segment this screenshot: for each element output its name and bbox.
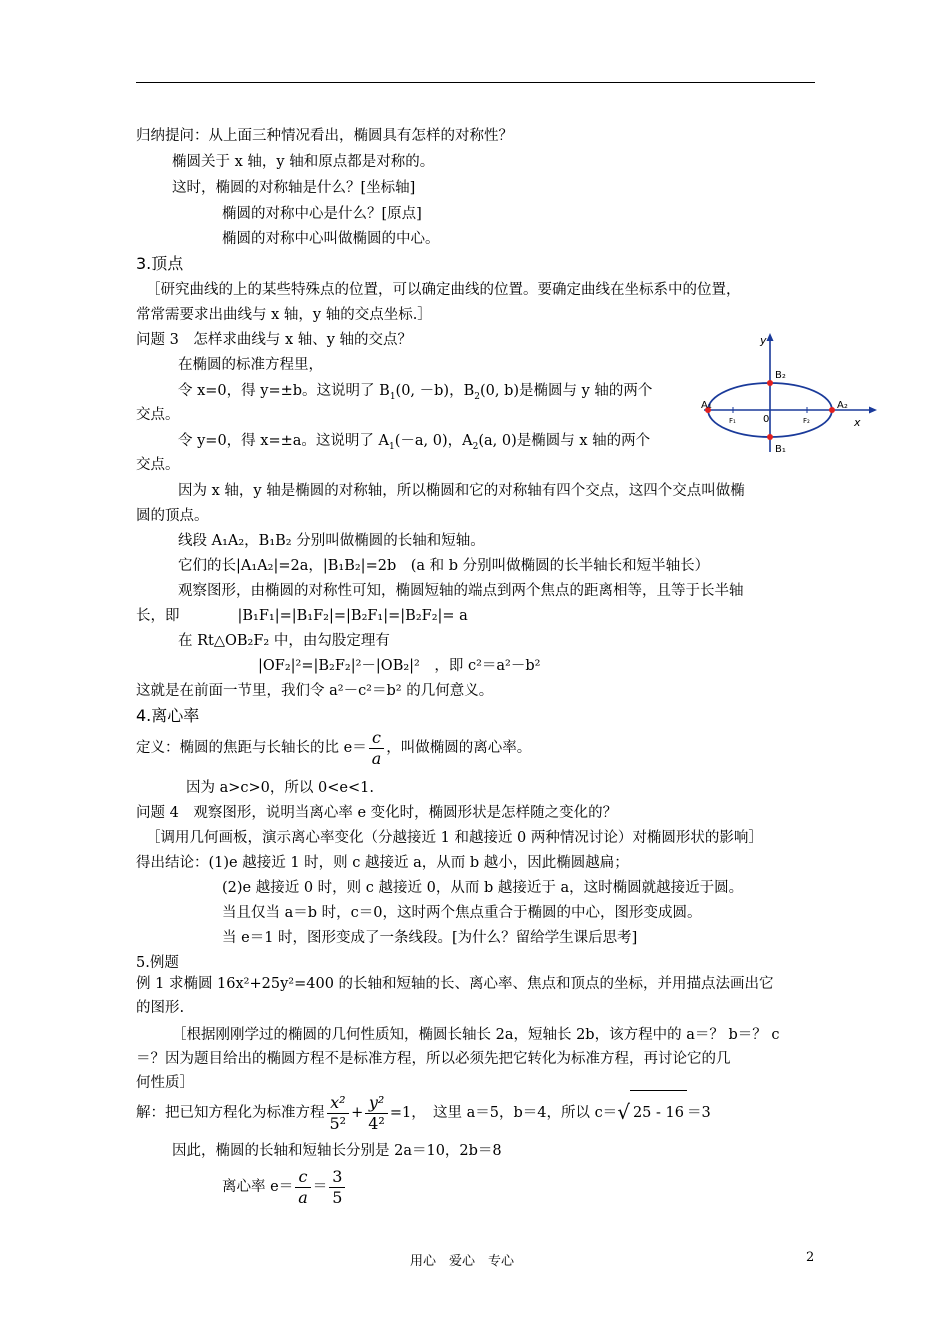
y-axis-arrow [767, 333, 774, 341]
x-axis-arrow [869, 407, 877, 414]
text-line: 在椭圆的标准方程里， [178, 357, 323, 373]
text-line: 得出结论：(1)e 越接近 1 时，则 c 越接近 a，从而 b 越小，因此椭圆越扁； [136, 855, 629, 871]
header-rule [136, 82, 815, 83]
y-axis-label: y [760, 334, 767, 347]
label-b1: B₁ [775, 444, 786, 455]
text-line: 因此，椭圆的长轴和短轴长分别是 2a＝10，2b＝8 [172, 1143, 502, 1159]
text-line: ［研究曲线的上的某些特殊点的位置，可以确定曲线的位置。要确定曲线在坐标系中的位置， [146, 282, 741, 298]
x-axis-label: x [854, 416, 861, 429]
label-origin: 0 [763, 414, 770, 425]
section-heading: 5.例题 [136, 955, 179, 971]
vertex-b1-point [767, 434, 773, 440]
text-line: 因为 x 轴，y 轴是椭圆的对称轴，所以椭圆和它的对称轴有四个交点，这四个交点叫做椭 [178, 483, 745, 499]
text-line: ［根据刚刚学过的椭圆的几何性质知，椭圆长轴长 2a，短轴长 2b，该方程中的 a＝？ b＝？ c [172, 1027, 780, 1043]
text-line: 定义：椭圆的焦距与长轴长的比 e＝ $\frac{c}{a}$ ，叫做椭圆的离心率。 [136, 727, 532, 768]
text-line: 的图形. [136, 1000, 185, 1016]
eccentricity-line: 离心率 e＝ $\frac{c}{a}$ ＝ $\frac{3}{5}$ [222, 1165, 347, 1209]
text-line: 因为 a>c>0，所以 0<e<1. [186, 780, 374, 796]
text-line: 当且仅当 a＝b 时，c＝0，这时两个焦点重合于椭圆的中心，图形变成圆。 [222, 905, 702, 921]
text-line: 椭圆的对称中心叫做椭圆的中心。 [222, 231, 440, 247]
text-line: 在 Rt△OB₂F₂ 中，由勾股定理有 [178, 633, 390, 649]
fraction-3-over-5: $\frac{3}{5}$ [329, 1167, 345, 1208]
vertex-b2-point [767, 380, 773, 386]
section-heading: 3.顶点 [136, 254, 184, 273]
page-number: 2 [806, 1250, 815, 1265]
text-line: 归纳提问：从上面三种情况看出，椭圆具有怎样的对称性？ [136, 128, 513, 144]
text-line: 何性质］ [136, 1075, 194, 1091]
text-line: 椭圆的对称中心是什么？[原点] [222, 206, 422, 222]
text-line: 椭圆关于 x 轴，y 轴和原点都是对称的。 [172, 154, 435, 170]
text-line: 例 1 求椭圆 16x²+25y²=400 的长轴和短轴的长、离心率、焦点和顶点的坐标，并用描点法画出它 [136, 976, 774, 992]
text-line: 问题 3 怎样求曲线与 x 轴、y 轴的交点？ [136, 332, 413, 348]
text-line: 观察图形，由椭圆的对称性可知，椭圆短轴的端点到两个焦点的距离相等，且等于长半轴 [178, 583, 744, 599]
ellipse-figure [696, 330, 880, 458]
label-a1: A₁ [701, 400, 712, 411]
text-line: 圆的顶点。 [136, 508, 209, 524]
sqrt-icon: √ [617, 1100, 630, 1124]
text-line: 它们的长|A₁A₂|=2a，|B₁B₂|=2b (a 和 b 分别叫做椭圆的长半轴长和短半轴长） [178, 558, 710, 574]
text-line: 这就是在前面一节里，我们令 a²－c²＝b² 的几何意义。 [136, 683, 494, 699]
text-line: 常常需要求出曲线与 x 轴，y 轴的交点坐标.］ [136, 307, 432, 323]
footer-text: 用心 爱心 专心 [410, 1254, 515, 1269]
label-a2: A₂ [837, 400, 848, 411]
text-line: 线段 A₁A₂，B₁B₂ 分别叫做椭圆的长轴和短轴。 [178, 533, 485, 549]
text-line: 交点。 [136, 407, 180, 423]
text-line: ＝？因为题目给出的椭圆方程不是标准方程，所以必须先把它转化为标准方程，再讨论它的几 [136, 1051, 731, 1067]
text-line: 当 e＝1 时，图形变成了一条线段。[为什么？留给学生课后思考] [222, 930, 638, 946]
text-line: 交点。 [136, 457, 180, 473]
text-line: 令 x=0，得 y=±b。这说明了 $B_1(0$, －b)，$B_2(0$, b)是椭圆与 y 轴的两个 [178, 383, 653, 402]
text-line: ［调用几何画板，演示离心率变化（分越接近 1 和越接近 0 两种情况讨论）对椭圆形状的影响］ [146, 830, 763, 846]
fraction-x2-over-5sq: $\frac{\text{x²}}{\text{5²}}$ [327, 1093, 350, 1134]
solution-line: 解：把已知方程化为标准方程 $\frac{\text{x²}}{\text{5²}}$ + $\frac{\text{y²}}{\text{4²}}$ =1， 这里 a＝5，b＝4，所以 c＝√ 25 - 16 ＝3 [136, 1090, 711, 1135]
text-line: (2)e 越接近 0 时，则 c 越接近 0，从而 b 越接近于 a，这时椭圆就越接近于圆。 [222, 880, 744, 896]
fraction-c-over-a: $\frac{c}{a}$ [295, 1167, 311, 1208]
text-line: 长，即 |B₁F₁|=|B₁F₂|=|B₂F₁|=|B₂F₂|= a [136, 608, 468, 624]
text-line: 令 y=0，得 x=±a。这说明了 $A_1(-a$, 0)，$A_2(a$, 0)是椭圆与 x 轴的两个 [178, 433, 651, 452]
label-b2: B₂ [775, 370, 786, 381]
label-f2: F₂ [803, 417, 810, 425]
vertex-a2-point [829, 407, 835, 413]
label-f1: F₁ [729, 417, 736, 425]
fraction-y2-over-4sq: $\frac{\text{y²}}{\text{4²}}$ [365, 1093, 388, 1134]
text-line: |OF₂|²=|B₂F₂|²－|OB₂|² ，即 c²＝a²－b² [258, 658, 541, 674]
fraction-c-over-a: $\frac{c}{a}$ [369, 728, 385, 769]
section-heading: 4.离心率 [136, 706, 200, 725]
text-line: 问题 4 观察图形，说明当离心率 e 变化时，椭圆形状是怎样随之变化的？ [136, 805, 618, 821]
text-line: 这时，椭圆的对称轴是什么？[坐标轴] [172, 180, 416, 196]
